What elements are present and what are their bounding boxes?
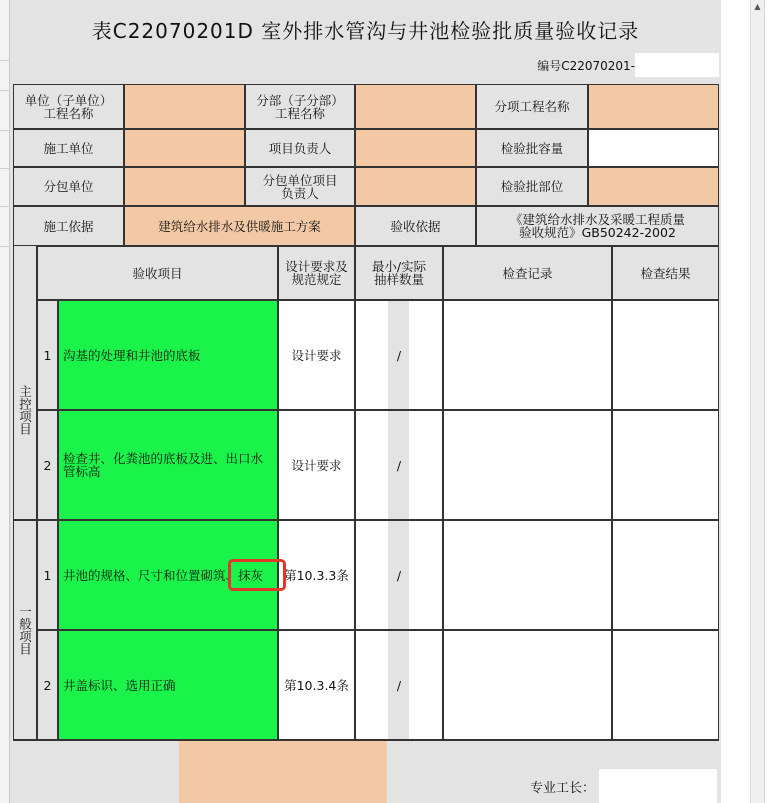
- row-number: 2: [37, 630, 58, 740]
- row-sample: /: [396, 567, 402, 583]
- row-sample: /: [396, 677, 402, 693]
- col-header-sample: 最小/实际 抽样数量: [355, 246, 443, 300]
- construction-basis-label: 施工依据: [13, 206, 124, 246]
- row-design[interactable]: 第10.3.3条: [278, 520, 355, 630]
- row-item[interactable]: 井盖标识、选用正确: [58, 630, 278, 740]
- subcontractor-input[interactable]: [124, 167, 245, 206]
- row-item[interactable]: 井池的规格、尺寸和位置砌筑、抹灰: [58, 520, 278, 630]
- row-sample: /: [396, 347, 402, 363]
- row-design[interactable]: 设计要求: [278, 410, 355, 520]
- sub-unit-name-input[interactable]: [355, 84, 476, 129]
- row-record-input[interactable]: [443, 410, 612, 520]
- acceptance-basis-label: 验收依据: [355, 206, 476, 246]
- row-record-input[interactable]: [443, 520, 612, 630]
- subcontractor-label: 分包单位: [13, 167, 124, 206]
- row-record-input[interactable]: [443, 300, 612, 410]
- unit-name-label: 单位（子单位） 工程名称: [13, 84, 124, 129]
- project-manager-label: 项目负责人: [245, 129, 355, 167]
- unit-name-input[interactable]: [124, 84, 245, 129]
- code-number-input[interactable]: [635, 53, 719, 77]
- scroll-up-arrow-icon[interactable]: ▲: [754, 2, 761, 11]
- row-result-input[interactable]: [612, 300, 719, 410]
- batch-capacity-label: 检验批容量: [476, 129, 588, 167]
- acceptance-basis-value: 《建筑给水排水及采暖工程质量 验收规范》GB50242-2002: [476, 206, 719, 246]
- row-sample-cell[interactable]: [355, 300, 443, 410]
- row-sample-cell[interactable]: [355, 630, 443, 740]
- highlight-annotation: [228, 559, 286, 591]
- group-main-cell: [13, 246, 37, 520]
- row-item[interactable]: 检查井、化粪池的底板及进、出口水管标高: [58, 410, 278, 520]
- row-result-input[interactable]: [612, 630, 719, 740]
- item-name-label: 分项工程名称: [476, 84, 588, 129]
- sheet-margin: [721, 0, 776, 803]
- batch-location-label: 检验批部位: [476, 167, 588, 206]
- row-sample-cell[interactable]: [355, 520, 443, 630]
- group-main-label: 主控项目: [17, 384, 33, 435]
- row-result-input[interactable]: [612, 410, 719, 520]
- page-title: 表C22070201D 室外排水管沟与井池检验批质量验收记录: [91, 19, 640, 43]
- construction-basis-value[interactable]: 建筑给水排水及供暖施工方案: [124, 206, 355, 246]
- vertical-scrollbar[interactable]: [750, 0, 765, 803]
- group-general-label: 一般项目: [17, 605, 33, 655]
- group-general-cell: [13, 520, 37, 740]
- row-sample-cell[interactable]: [355, 410, 443, 520]
- row-divider: [0, 60, 10, 61]
- row-divider: [0, 90, 10, 91]
- sub-project-manager-input[interactable]: [355, 167, 476, 206]
- col-header-result: 检查结果: [612, 246, 719, 300]
- row-item[interactable]: 沟基的处理和井池的底板: [58, 300, 278, 410]
- row-divider: [0, 168, 10, 169]
- row-number: 1: [37, 520, 58, 630]
- foreman-label: 专业工长：: [529, 781, 595, 796]
- row-design[interactable]: 第10.3.4条: [278, 630, 355, 740]
- row-divider: [0, 246, 10, 247]
- row-record-input[interactable]: [443, 630, 612, 740]
- row-divider: [0, 130, 10, 131]
- contractor-input[interactable]: [124, 129, 245, 167]
- foreman-input[interactable]: [599, 769, 717, 803]
- row-divider: [0, 206, 10, 207]
- row-number: 2: [37, 410, 58, 520]
- contractor-label: 施工单位: [13, 129, 124, 167]
- col-header-design: 设计要求及 规范规定: [278, 246, 355, 300]
- row-sample: /: [396, 457, 402, 473]
- row-header-strip: [0, 0, 10, 803]
- row-design[interactable]: 设计要求: [278, 300, 355, 410]
- col-header-record: 检查记录: [443, 246, 612, 300]
- project-manager-input[interactable]: [355, 129, 476, 167]
- batch-location-input[interactable]: [588, 167, 719, 206]
- col-header-item: 验收项目: [37, 246, 278, 300]
- item-name-input[interactable]: [588, 84, 719, 129]
- row-number: 1: [37, 300, 58, 410]
- row-result-input[interactable]: [612, 520, 719, 630]
- code-label: 编号C22070201-: [537, 59, 635, 73]
- sub-project-manager-label: 分包单位项目 负责人: [245, 167, 355, 206]
- sub-unit-name-label: 分部（子分部） 工程名称: [245, 84, 355, 129]
- batch-capacity-input[interactable]: [588, 129, 719, 167]
- footer-orange-input[interactable]: [179, 741, 387, 803]
